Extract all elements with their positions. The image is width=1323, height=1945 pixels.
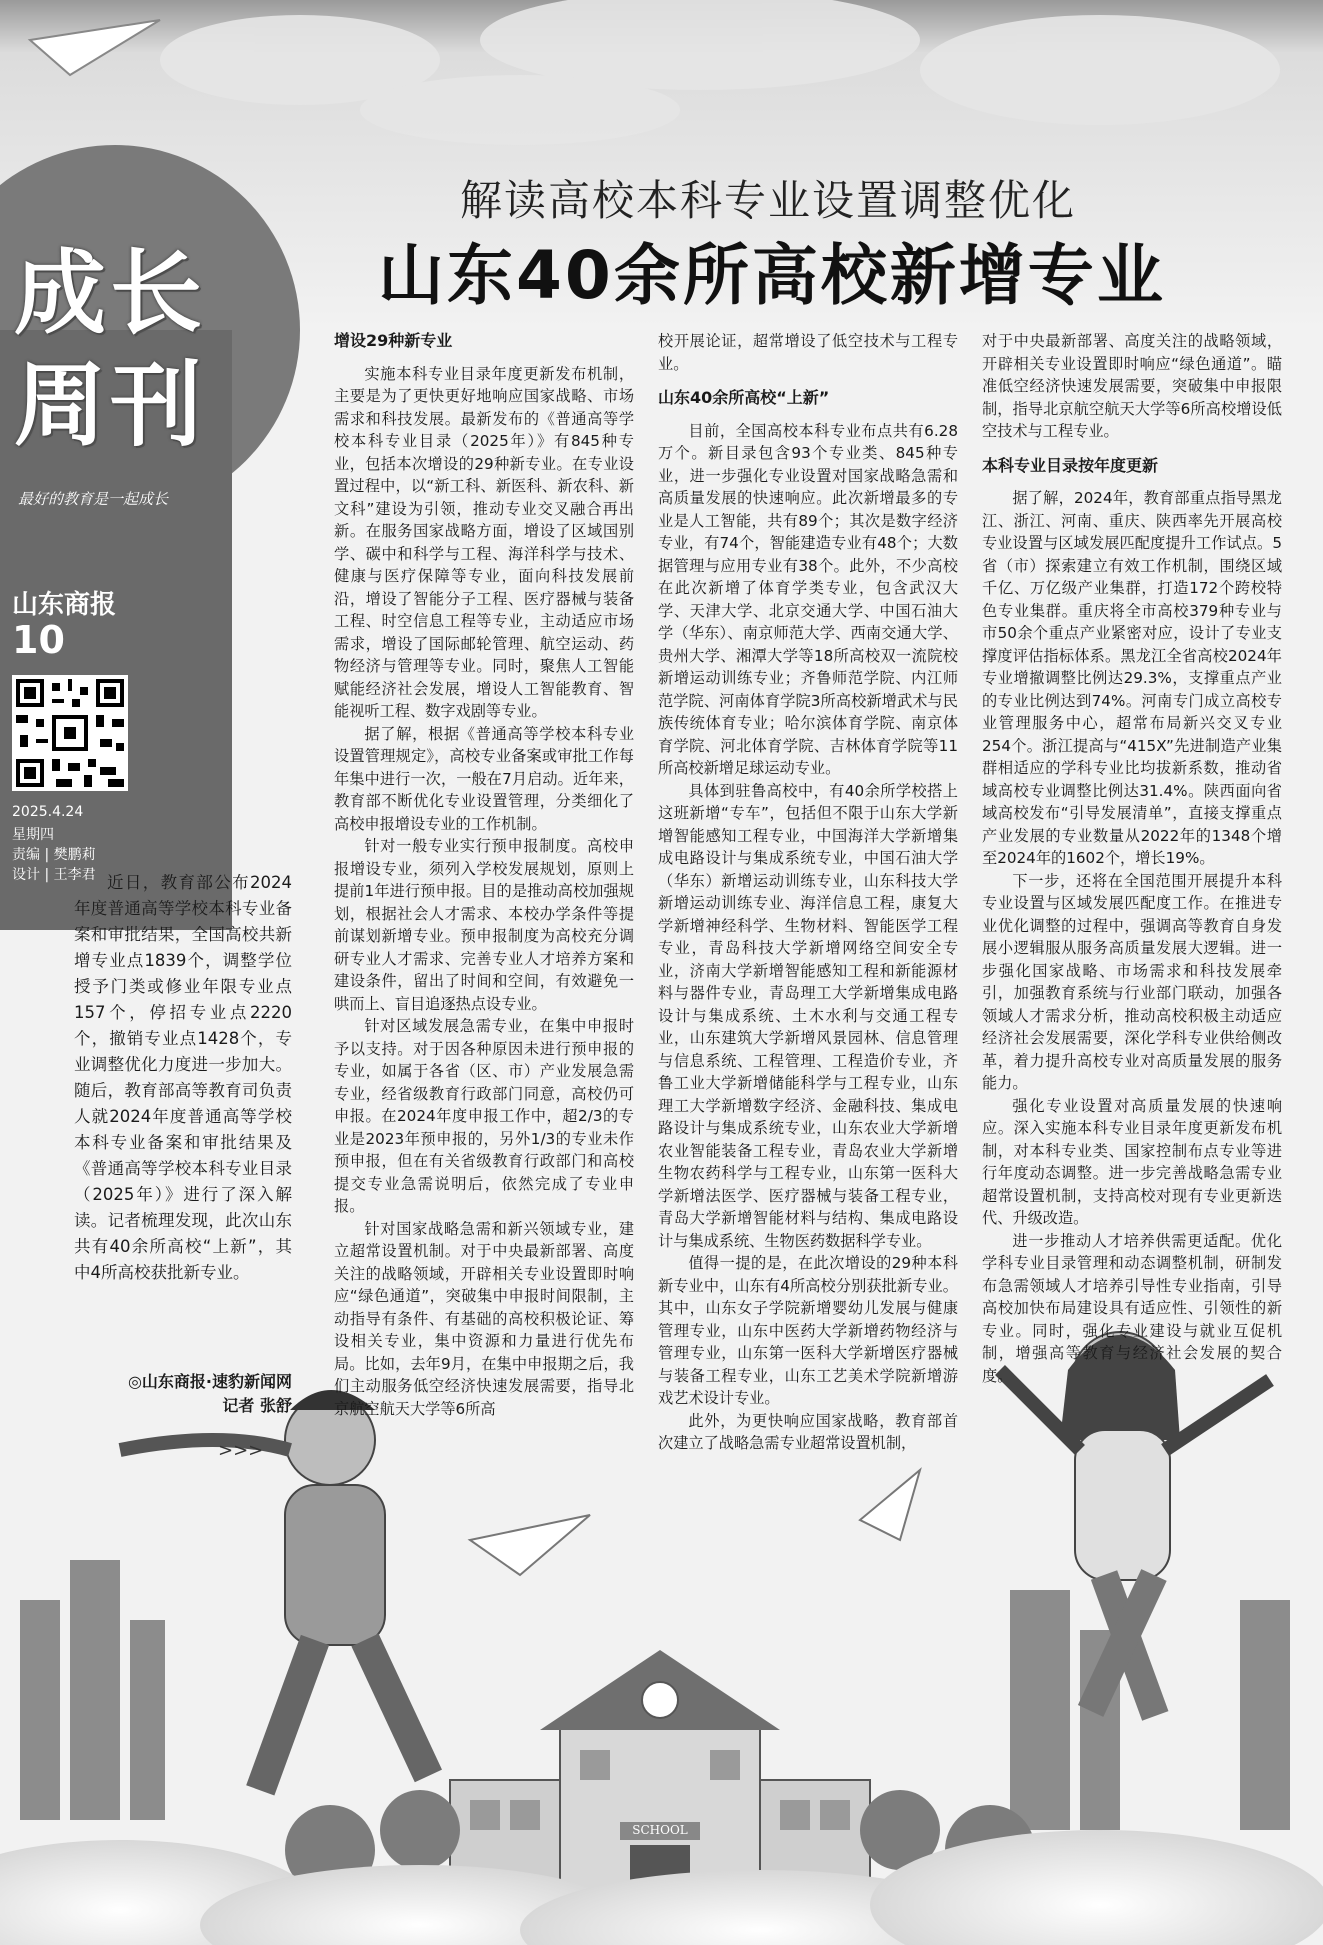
paragraph: 实施本科专业目录年度更新发布机制，主要是为了更快更好地响应国家战略、市场需求和科技发展。最新发布的《普通高等学校本科专业目录（2025年）》有845种专业，包括本次增设的29种新专业。在专业设置过程中，以“新工科、新医科、新农科、新文科”建设为引领，推动专业交叉融合再出新。在服务国家战略方面，增设了区域国别学、碳中和科学与工程、海洋科学与技术、健康与医疗保障等专业，面向科技发展前沿，增设了智能分子工程、医疗器械与装备工程、时空信息工程等专业，主动适应市场需求，增设了国际邮轮管理、航空运动、药物经济与管理等专业。同时，聚焦人工智能赋能经济社会发展，增设人工智能教育、智能视听工程、数字戏剧等专业。 (334, 364, 634, 720)
byline-reporter: 记者 张舒 (222, 1396, 292, 1415)
school-sign-label: SCHOOL (632, 1823, 688, 1837)
paper-plane-icon (470, 1515, 590, 1575)
paragraph: 下一步，还将在全国范围开展提升本科专业设置与区域发展匹配度工作。在推进专业优化调整的过程中，强调高等教育自身发展小逻辑服从服务高质量发展大逻辑。进一步强化国家战略、市场需求和科技发展牵引，加强教育系统与行业部门联动，加强各领域人才需求分析，推动高校积极主动适应经济社会发展需要，深化学科专业供给侧改革，着力提升高校专业对高质量发展的服务能力。 (982, 871, 1282, 1092)
paragraph: 据了解，根据《普通高等学校本科专业设置管理规定》，高校专业备案或审批工作每年集中进行一次，一般在7月启动。近年来，教育部不断优化专业设置管理，分类细化了高校申报增设专业的工作机制。 (334, 724, 634, 833)
section-heading: 山东40余所高校“上新” (658, 388, 830, 407)
clock-icon (642, 1682, 678, 1718)
student-boy-figure (120, 1390, 442, 1795)
paragraph: 针对一般专业实行预申报制度。高校申报增设专业，须列入学校发展规划，原则上提前1年进行预申报。目的是推动高校加强规划，根据社会人才需求、本校办学条件等提前谋划新增专业。预申报制度为高校充分调研专业人才需求、完善专业人才培养方案和建设条件，留出了时间和空间，有效避免一哄而上、盲目追逐热点设专业。 (334, 837, 634, 1013)
paragraph: 据了解，2024年，教育部重点指导黑龙江、浙江、河南、重庆、陕西率先开展高校专业设置与区域发展匹配度提升工作试点。5省（市）探索建立有效工作机制，围绕区域千亿、万亿级产业集群，打造172个跨校特色专业集群。重庆将全市高校379种专业与市50余个重点产业紧密对应，设计了专业支撑度评估指标体系。黑龙江全省高校2024年专业增撤调整比例达29.3%，支撑重点产业的专业比例达到74%。河南专门成立高校专业管理服务中心，超常布局新兴交叉专业254个。浙江提高与“415X”先进制造产业集群相适应的学科专业比均拔新系数，推动省域高校专业调整比例达31.4%。陕西面向省域高校发布“引导发展清单”，直接支撑重点产业发展的专业数量从2022年的1348个增至2024年的1602个，增长19%。 (982, 489, 1282, 867)
paragraph: 对于中央最新部署、高度关注的战略领域，开辟相关专业设置即时响应“绿色通道”。瞄准低空经济快速发展需要，突破集中申报限制，指导北京航空航天大学等6所高校增设低空技术与工程专业。 (982, 332, 1282, 440)
paper-plane-icon (860, 1470, 920, 1540)
skyline-left (20, 1560, 165, 1820)
paragraph: 具体到驻鲁高校中，有40余所学校搭上这班新增“专车”，包括但不限于山东大学新增智能感知工程专业，中国海洋大学新增集成电路设计与集成系统专业，中国石油大学（华东）新增运动训练专业，山东科技大学新增运动训练专业、海洋信息工程，康复大学新增神经科学、生物材料、智能医学工程专业，青岛科技大学新增网络空间安全专业，济南大学新增智能感知工程和新能源材料与器件专业，青岛理工大学新增集成电路设计与集成系统、土木水利与交通工程专业，山东建筑大学新增风景园林、信息管理与信息系统、工程管理、工程造价专业，齐鲁工业大学新增储能科学与工程专业，山东理工大学新增数字经济、金融科技、集成电路设计与集成系统专业，山东农业大学新增农业智能装备工程专业，青岛农业大学新增生物农药科学与工程专业，山东第一医科大学新增法医学、医疗器械与装备工程专业，青岛大学新增智能材料与结构、集成电路设计与集成系统、生物医药数据科学专业。 (658, 781, 958, 1250)
masthead-slogan: 最好的教育是一起成长 (18, 490, 169, 508)
masthead-title-line1: 成长 (14, 240, 207, 347)
school-building (450, 1650, 870, 1900)
article-column-3 (982, 330, 1282, 1387)
paragraph: 针对国家战略急需和新兴领域专业，建立超常设置机制。对于中央最新部署、高度关注的战略领域，开辟相关专业设置即时响应“绿色通道”，突破集中申报时间限制，主动指导有条件、有基础的高校积极论证、筹设相关专业，集中资源和力量进行优先布局。比如，去年9月，在集中申报期之后，我们主动服务低空经济快速发展需要，指导北京航空航天大学等6所高 (334, 1219, 634, 1418)
paragraph: 强化专业设置对高质量发展的快速响应。深入实施本科专业目录年度更新发布机制，对本科专业类、国家控制布点专业等进行年度动态调整。进一步完善战略急需专业超常设置机制，支持高校对现有专业更新迭代、升级改造。 (982, 1096, 1282, 1227)
page-number: 10 (12, 618, 65, 662)
paragraph: 此外，为更快响应国家战略，教育部首次建立了战略急需专业超常设置机制， (658, 1411, 958, 1452)
paragraph: 值得一提的是，在此次增设的29种本科新专业中，山东有4所高校分别获批新专业。其中，山东女子学院新增婴幼儿发展与健康管理专业，山东中医药大学新增药物经济与管理专业，山东第一医科大学新增医疗器械与装备工程专业，山东工艺美术学院新增游戏艺术设计专业。 (658, 1254, 958, 1407)
lead-text: 近日，教育部公布2024年度普通高等学校本科专业备案和审批结果，全国高校共新增专业点1839个，调整学位授予门类或修业年限专业点157个，停招专业点2220个，撤销专业点1428个，专业调整优化力度进一步加大。随后，教育部高等教育司负责人就2024年度普通高等学校本科专业备案和审批结果及《普通高等学校本科专业目录（2025年）》进行了深入解读。记者梳理发现，此次山东共有40余所高校“上新”，其中4所高校获批新专业。 (74, 873, 292, 1282)
byline-source: ◎山东商报·速豹新闻网 (127, 1372, 292, 1391)
paragraph: 针对区域发展急需专业，在集中申报时予以支持。对于因各种原因未进行预申报的专业，如属于各省（区、市）产业发展急需专业，经省级教育行政部门同意，高校仍可申报。在2024年度申报工作中，超2/3的专业是2023年预申报的，另外1/3的专业未作预申报，但在有关省级教育行政部门和高校提交专业急需说明后，依然完成了专业申报。 (334, 1017, 634, 1215)
paper-name: 山东商报 (12, 590, 117, 620)
headline-kicker: 解读高校本科专业设置调整优化 (460, 176, 1077, 225)
paragraph: 目前，全国高校本科专业布点共有6.28万个。新目录包含93个专业类、845种专业，进一步强化专业设置对国家战略急需和高质量发展的快速响应。此次新增最多的专业是人工智能，共有89个；其次是数字经济专业，有74个，智能建造专业有48个；大数据管理与应用专业有38个。此外，不少高校在此次新增了体育学类专业，包含武汉大学、天津大学、北京交通大学、中国石油大学（华东）、南京师范大学、西南交通大学、贵州大学、湘潭大学等18所高校双一流院校新增运动训练专业；齐鲁师范学院、内江师范学院、河南体育学院3所高校新增武术与民族传统体育专业；哈尔滨体育学院、南京体育学院、河北体育学院、吉林体育学院等11所高校新增足球运动专业。 (658, 421, 958, 777)
article-column-1 (334, 330, 634, 1420)
section-heading: 增设29种新专业 (334, 331, 453, 350)
masthead-title-line2: 周刊 (14, 352, 207, 459)
issue-date: 2025.4.24 (12, 804, 84, 820)
designer-credit: 设计 | 王李君 (12, 867, 96, 883)
qr-code[interactable] (12, 675, 128, 791)
article-column-2 (658, 330, 958, 1455)
paragraph: 进一步推动人才培养供需更适配。优化学科专业目录管理和动态调整机制，研制发布急需领域人才培养引导性专业指南，引导高校加快布局建设具有适应性、引领性的新专业。同时，强化专业建设与就业互促机制，增强高等教育与经济社会发展的契合度。 (982, 1231, 1282, 1385)
lead-paragraph (74, 870, 292, 1286)
section-heading: 本科专业目录按年度更新 (982, 455, 1159, 475)
continue-marker: >>> (218, 1440, 264, 1461)
paragraph: 校开展论证，超常增设了低空技术与工程专业。 (658, 332, 958, 373)
headline-title: 山东40余所高校新增专业 (378, 237, 1166, 314)
editor-credit: 责编 | 樊鹏莉 (12, 847, 96, 863)
issue-weekday: 星期四 (12, 827, 54, 843)
